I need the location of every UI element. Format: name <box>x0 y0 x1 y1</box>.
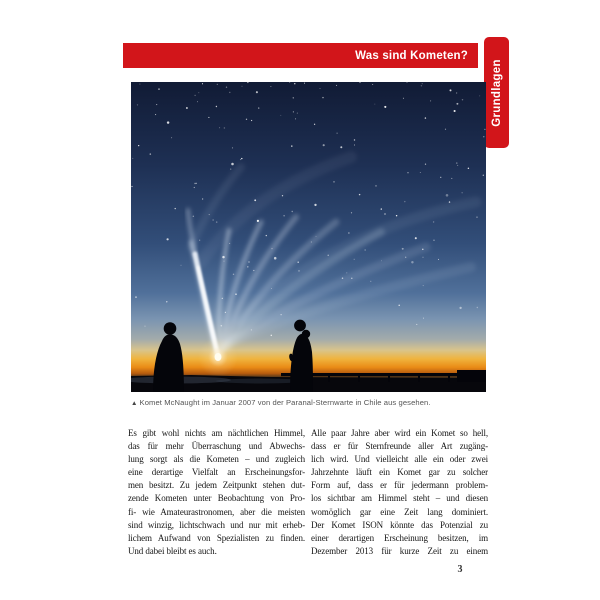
text-line: einer derartigen Erscheinung besitzen, im <box>311 532 488 543</box>
caption-triangle-icon: ▲ <box>131 400 138 407</box>
body-column-left <box>128 427 305 558</box>
text-line: dass er für Sternfreunde aller Art zugäng- <box>311 441 488 452</box>
section-tab <box>484 37 509 148</box>
text-line: fi- wie Amateurastronomen, aber die meisten <box>128 506 305 517</box>
text-line: sind winzig, lichtschwach und nur mit erheb- <box>128 519 305 530</box>
comet-photo <box>131 82 486 392</box>
comet-photo-art <box>131 82 486 392</box>
text-line: Es gibt wohl nichts am nächtlichen Himmel, <box>128 428 305 438</box>
text-line: Jahrzehnte läuft ein Komet gar zu solcher <box>311 467 488 478</box>
figure-caption-text: Komet McNaught im Januar 2007 von der Paranal-Sternwarte in Chile aus gesehen. <box>139 398 431 407</box>
text-line: zende Kometen unter Beobachtung von Pro- <box>128 493 305 504</box>
section-tab-label: Grundlagen <box>490 58 503 127</box>
text-line: eine derartige Vielfalt an Erscheinungsfor- <box>128 467 305 478</box>
text-line: Der Komet ISON könnte das Potenzial zu <box>311 519 488 530</box>
body-column-right <box>311 427 488 558</box>
page-number: 3 <box>457 564 463 575</box>
text-line: Dezember 2013 für kurze Zeit zu einem <box>311 545 488 556</box>
text-line: los sichtbar am Himmel steht – und diesen <box>311 493 488 504</box>
text-line: men besitzt. Zu jedem Zeitpunkt stehen dut- <box>128 480 305 491</box>
comet-head <box>198 337 238 377</box>
text-line: Und dabei bleibt es auch. <box>128 545 217 556</box>
text-line: lich wird. Und vielleicht alle ein oder zwei <box>311 454 488 465</box>
text-line: womöglich gar eine Zeit lang dominiert. <box>311 506 488 517</box>
text-line: Alle paar Jahre aber wird ein Komet so hell, <box>311 428 488 438</box>
text-line: das für mehr Überraschung und Abwechs- <box>128 441 305 452</box>
chapter-title: Was sind Kometen? <box>355 49 468 62</box>
figure-caption <box>131 398 487 407</box>
text-line: lichem Aufwand von Spezialisten zu finden. <box>128 532 305 543</box>
text-line: lung sorgt als die Kometen – und zugleich <box>128 454 305 465</box>
text-line: Form auf, dass er für jedermann problem- <box>311 480 488 491</box>
chapter-header-bar <box>123 43 478 68</box>
